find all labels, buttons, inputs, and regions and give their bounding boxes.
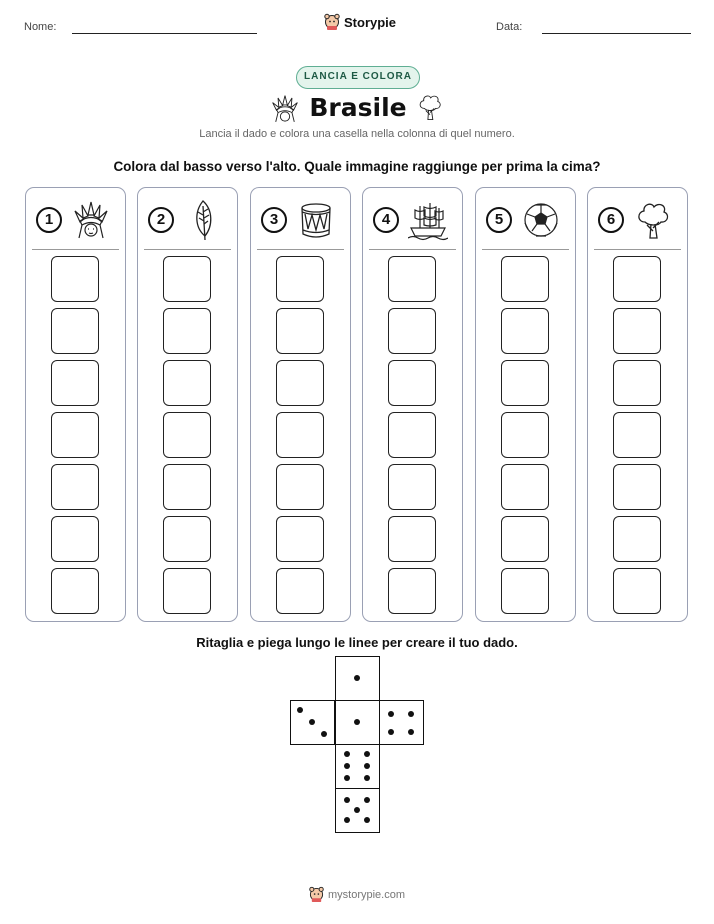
color-box[interactable] bbox=[276, 412, 324, 458]
tree-icon bbox=[633, 198, 673, 242]
die-face-1 bbox=[335, 656, 380, 701]
brand-logo bbox=[324, 13, 396, 31]
name-label: Nome: bbox=[24, 21, 57, 33]
color-box[interactable] bbox=[51, 308, 99, 354]
die-face-3 bbox=[290, 700, 335, 745]
column-4 bbox=[362, 187, 463, 622]
column-divider bbox=[482, 249, 569, 250]
color-box[interactable] bbox=[163, 308, 211, 354]
die-pip bbox=[344, 763, 350, 769]
die-pip bbox=[321, 731, 327, 737]
die-pip bbox=[364, 817, 370, 823]
column-3 bbox=[250, 187, 351, 622]
color-box[interactable] bbox=[501, 308, 549, 354]
die-face-1-center bbox=[335, 700, 380, 745]
column-5 bbox=[475, 187, 576, 622]
color-box[interactable] bbox=[388, 412, 436, 458]
feather-headdress-icon bbox=[268, 91, 302, 125]
column-divider bbox=[144, 249, 231, 250]
mascot-icon bbox=[309, 886, 324, 903]
column-6 bbox=[587, 187, 688, 622]
color-box[interactable] bbox=[276, 308, 324, 354]
die-pip bbox=[344, 751, 350, 757]
dice-instruction: Ritaglia e piega lungo le linee per creare il tuo dado. bbox=[196, 635, 518, 650]
tree-icon bbox=[416, 91, 444, 123]
column-divider bbox=[257, 249, 344, 250]
column-number: 3 bbox=[261, 207, 287, 233]
column-number: 5 bbox=[486, 207, 512, 233]
color-box[interactable] bbox=[276, 256, 324, 302]
column-1 bbox=[25, 187, 126, 622]
name-line bbox=[72, 33, 257, 34]
footer bbox=[309, 886, 405, 903]
color-box[interactable] bbox=[388, 464, 436, 510]
color-box[interactable] bbox=[501, 360, 549, 406]
color-box[interactable] bbox=[163, 360, 211, 406]
game-instruction: Colora dal basso verso l'alto. Quale immagine raggiunge per prima la cima? bbox=[113, 159, 601, 174]
color-box[interactable] bbox=[163, 464, 211, 510]
color-box[interactable] bbox=[501, 568, 549, 614]
soccer-ball-icon bbox=[521, 198, 561, 242]
color-box[interactable] bbox=[501, 464, 549, 510]
color-box[interactable] bbox=[388, 308, 436, 354]
die-pip bbox=[297, 707, 303, 713]
die-pip bbox=[354, 719, 360, 725]
die-pip bbox=[388, 729, 394, 735]
die-pip bbox=[364, 763, 370, 769]
die-pip bbox=[344, 817, 350, 823]
footer-url[interactable]: mystorypie.com bbox=[328, 888, 406, 901]
die-pip bbox=[354, 807, 360, 813]
color-box[interactable] bbox=[163, 516, 211, 562]
color-box[interactable] bbox=[613, 360, 661, 406]
die-pip bbox=[309, 719, 315, 725]
color-box[interactable] bbox=[163, 412, 211, 458]
column-number: 2 bbox=[148, 207, 174, 233]
color-box[interactable] bbox=[388, 568, 436, 614]
die-face-6 bbox=[335, 744, 380, 789]
color-box[interactable] bbox=[613, 256, 661, 302]
page-title: Brasile bbox=[309, 93, 407, 122]
color-box[interactable] bbox=[276, 360, 324, 406]
column-number: 4 bbox=[373, 207, 399, 233]
column-divider bbox=[369, 249, 456, 250]
color-box[interactable] bbox=[276, 464, 324, 510]
ship-icon bbox=[408, 198, 448, 242]
date-line bbox=[542, 33, 691, 34]
color-box[interactable] bbox=[501, 516, 549, 562]
die-pip bbox=[388, 711, 394, 717]
color-box[interactable] bbox=[51, 360, 99, 406]
die-pip bbox=[364, 775, 370, 781]
color-box[interactable] bbox=[163, 256, 211, 302]
drum-icon bbox=[296, 198, 336, 242]
die-pip bbox=[354, 675, 360, 681]
column-divider bbox=[32, 249, 119, 250]
column-divider bbox=[594, 249, 681, 250]
mascot-icon bbox=[324, 13, 340, 31]
color-box[interactable] bbox=[51, 412, 99, 458]
die-face-5 bbox=[335, 788, 380, 833]
column-2 bbox=[137, 187, 238, 622]
brand-name: Storypie bbox=[344, 14, 397, 30]
color-box[interactable] bbox=[613, 516, 661, 562]
color-box[interactable] bbox=[613, 568, 661, 614]
color-box[interactable] bbox=[51, 256, 99, 302]
color-box[interactable] bbox=[276, 568, 324, 614]
column-number: 6 bbox=[598, 207, 624, 233]
feather-icon bbox=[183, 198, 223, 242]
die-pip bbox=[344, 775, 350, 781]
column-number: 1 bbox=[36, 207, 62, 233]
die-pip bbox=[364, 797, 370, 803]
color-box[interactable] bbox=[388, 360, 436, 406]
color-box[interactable] bbox=[613, 464, 661, 510]
color-box[interactable] bbox=[51, 516, 99, 562]
feather-headdress-icon bbox=[71, 198, 111, 242]
date-label: Data: bbox=[496, 21, 523, 33]
color-box[interactable] bbox=[276, 516, 324, 562]
activity-badge: LANCIA E COLORA bbox=[296, 66, 420, 89]
die-pip bbox=[408, 711, 414, 717]
color-box[interactable] bbox=[501, 412, 549, 458]
die-pip bbox=[364, 751, 370, 757]
die-pip bbox=[408, 729, 414, 735]
color-box[interactable] bbox=[388, 516, 436, 562]
color-box[interactable] bbox=[163, 568, 211, 614]
color-box[interactable] bbox=[501, 256, 549, 302]
die-pip bbox=[344, 797, 350, 803]
color-box[interactable] bbox=[613, 412, 661, 458]
color-box[interactable] bbox=[388, 256, 436, 302]
color-box[interactable] bbox=[613, 308, 661, 354]
color-box[interactable] bbox=[51, 568, 99, 614]
color-box[interactable] bbox=[51, 464, 99, 510]
die-face-4 bbox=[379, 700, 424, 745]
subtitle: Lancia il dado e colora una casella nella colonna di quel numero. bbox=[199, 128, 515, 140]
